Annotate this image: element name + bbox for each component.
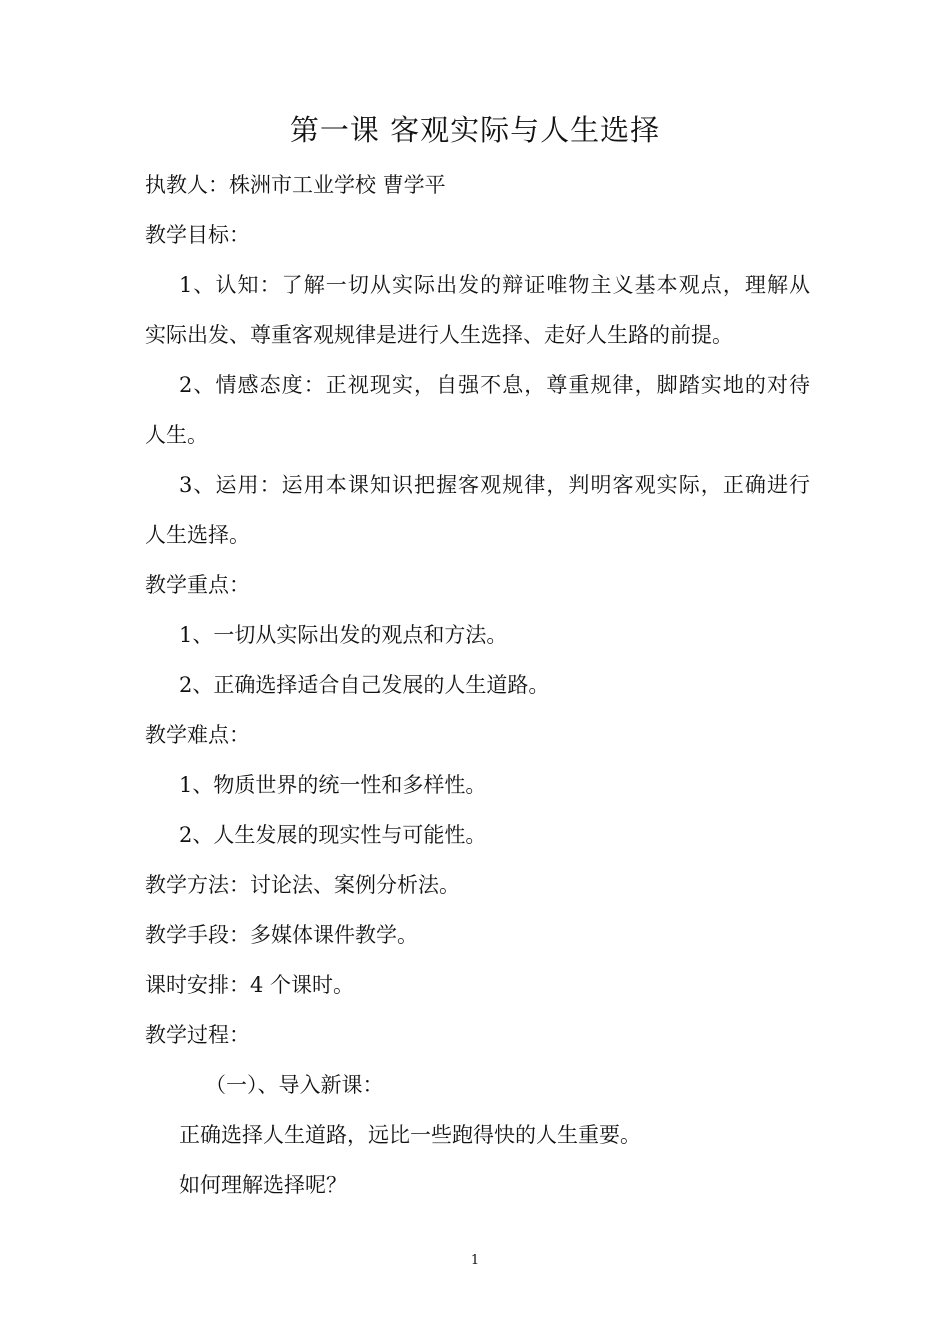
process-paragraph-2: 如何理解选择呢？ bbox=[179, 1173, 347, 1197]
document-title: 第一课 客观实际与人生选择 bbox=[289, 113, 661, 147]
difficulty-2: 2、人生发展的现实性与可能性。 bbox=[179, 823, 487, 847]
difficulty-1: 1、物质世界的统一性和多样性。 bbox=[179, 773, 487, 797]
class-schedule: 课时安排：4 个课时。 bbox=[145, 973, 355, 997]
process-paragraph-1: 正确选择人生道路，远比一些跑得快的人生重要。 bbox=[179, 1123, 641, 1147]
objective-2-line-1: 2、情感态度：正视现实，自强不息，尊重规律，脚踏实地的对待 bbox=[179, 373, 810, 397]
author-line: 执教人：株洲市工业学校 曹学平 bbox=[145, 173, 446, 197]
difficulties-heading: 教学难点： bbox=[145, 723, 250, 747]
process-heading: 教学过程： bbox=[145, 1023, 250, 1047]
key-points-heading: 教学重点： bbox=[145, 573, 250, 597]
objective-3-line-2: 人生选择。 bbox=[145, 523, 250, 547]
teaching-means: 教学手段：多媒体课件教学。 bbox=[145, 923, 418, 947]
objective-2-line-2: 人生。 bbox=[145, 423, 208, 447]
key-point-1: 1、一切从实际出发的观点和方法。 bbox=[179, 623, 508, 647]
objective-1-line-1: 1、认知：了解一切从实际出发的辩证唯物主义基本观点，理解从 bbox=[179, 273, 810, 297]
objective-3-line-1: 3、运用：运用本课知识把握客观规律，判明客观实际，正确进行 bbox=[179, 473, 810, 497]
teaching-method: 教学方法：讨论法、案例分析法。 bbox=[145, 873, 460, 897]
objective-1-line-2: 实际出发、尊重客观规律是进行人生选择、走好人生路的前提。 bbox=[145, 323, 733, 347]
page-number: 1 bbox=[470, 1253, 480, 1268]
process-section-1-heading: （一）、导入新课： bbox=[205, 1073, 384, 1097]
objectives-heading: 教学目标： bbox=[145, 223, 250, 247]
key-point-2: 2、正确选择适合自己发展的人生道路。 bbox=[179, 673, 550, 697]
